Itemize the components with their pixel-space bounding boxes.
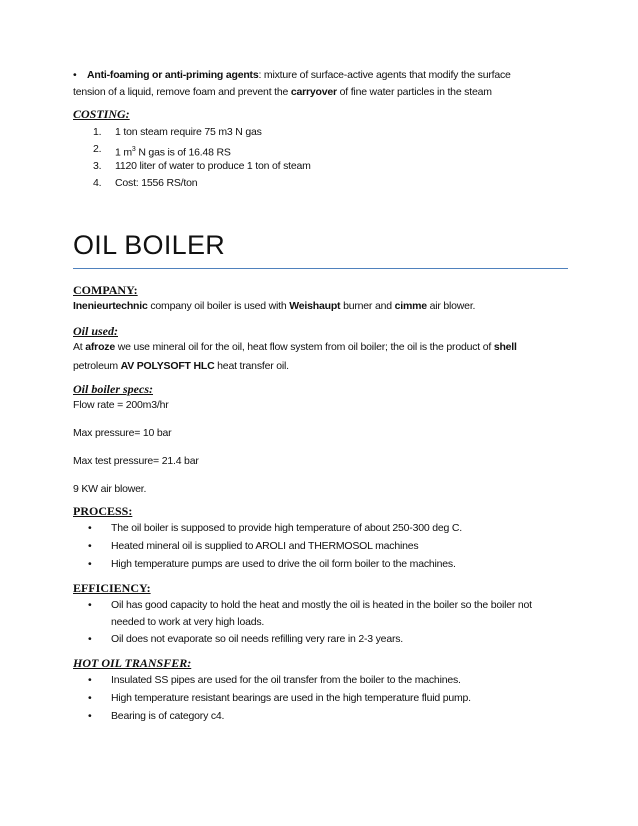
list-item: • High temperature pumps are used to drive the oil form boiler to the machines. [88,556,558,573]
company-heading: COMPANY: [73,283,138,297]
bullet-icon: • [88,633,92,645]
costing-item: 2. 1 $m^3$ N gas is of 16.48 RS [93,143,231,159]
costing-item: 1. 1 ton steam require 75 m3 N gas [93,126,262,138]
intro-bullet [73,67,573,84]
spec-line: Max pressure= 10 bar [73,427,172,439]
list-item: • Oil does not evaporate so oil needs refilling very rare in 2-3 years. [88,631,558,648]
oil-used-line2: petroleum AV POLYSOFT HLC heat transfer oil. [73,360,289,372]
list-item: • Oil has good capacity to hold the heat and mostly the oil is heated in the boiler so the boiler not [88,597,558,614]
costing-item: 3. 1120 liter of water to produce 1 ton of steam [93,160,311,172]
bullet-icon: • [88,599,92,611]
intro-term: Anti-foaming or anti-priming agents [87,69,259,81]
list-item-continuation: needed to work at very high loads. [111,616,265,628]
oil-used-line1: At afroze we use mineral oil for the oil, heat flow system from oil boiler; the oil is the product of shell [73,341,517,353]
hot-oil-heading: HOT OIL TRANSFER: [73,656,192,670]
page-title: OIL BOILER [73,230,226,260]
costing-heading: COSTING: [73,107,130,121]
bullet-icon: • [88,522,92,534]
efficiency-heading: EFFICIENCY: [73,581,151,595]
intro-line2: tension of a liquid, remove foam and prevent the carryover of fine water particles in the steam [73,86,492,98]
spec-line: Flow rate = 200m3/hr [73,399,169,411]
list-item: • High temperature resistant bearings are used in the high temperature fluid pump. [88,690,558,707]
list-item: • Insulated SS pipes are used for the oil transfer from the boiler to the machines. [88,672,558,689]
bullet-icon: • [88,674,92,686]
intro-text: : mixture of surface-active agents that modify the surface [258,69,511,81]
costing-item: 4. Cost: 1556 RS/ton [93,177,198,189]
spec-line: 9 KW air blower. [73,483,147,495]
bullet-icon: • [88,692,92,704]
oil-used-heading: Oil used: [73,324,118,338]
bullet-icon: • [88,558,92,570]
process-heading: PROCESS: [73,504,133,518]
bullet-icon: • [88,710,92,722]
bullet-icon: • [73,69,77,81]
list-item: • Heated mineral oil is supplied to AROLI and THERMOSOL machines [88,538,558,555]
specs-heading: Oil boiler specs: [73,382,153,396]
spec-line: Max test pressure= 21.4 bar [73,455,199,467]
company-text: Inenieurtechnic company oil boiler is used with Weishaupt burner and cimme air blower. [73,300,476,312]
title-divider [73,268,568,269]
list-item: • Bearing is of category c4. [88,708,558,725]
list-item: • The oil boiler is supposed to provide high temperature of about 250-300 deg C. [88,520,558,537]
bullet-icon: • [88,540,92,552]
